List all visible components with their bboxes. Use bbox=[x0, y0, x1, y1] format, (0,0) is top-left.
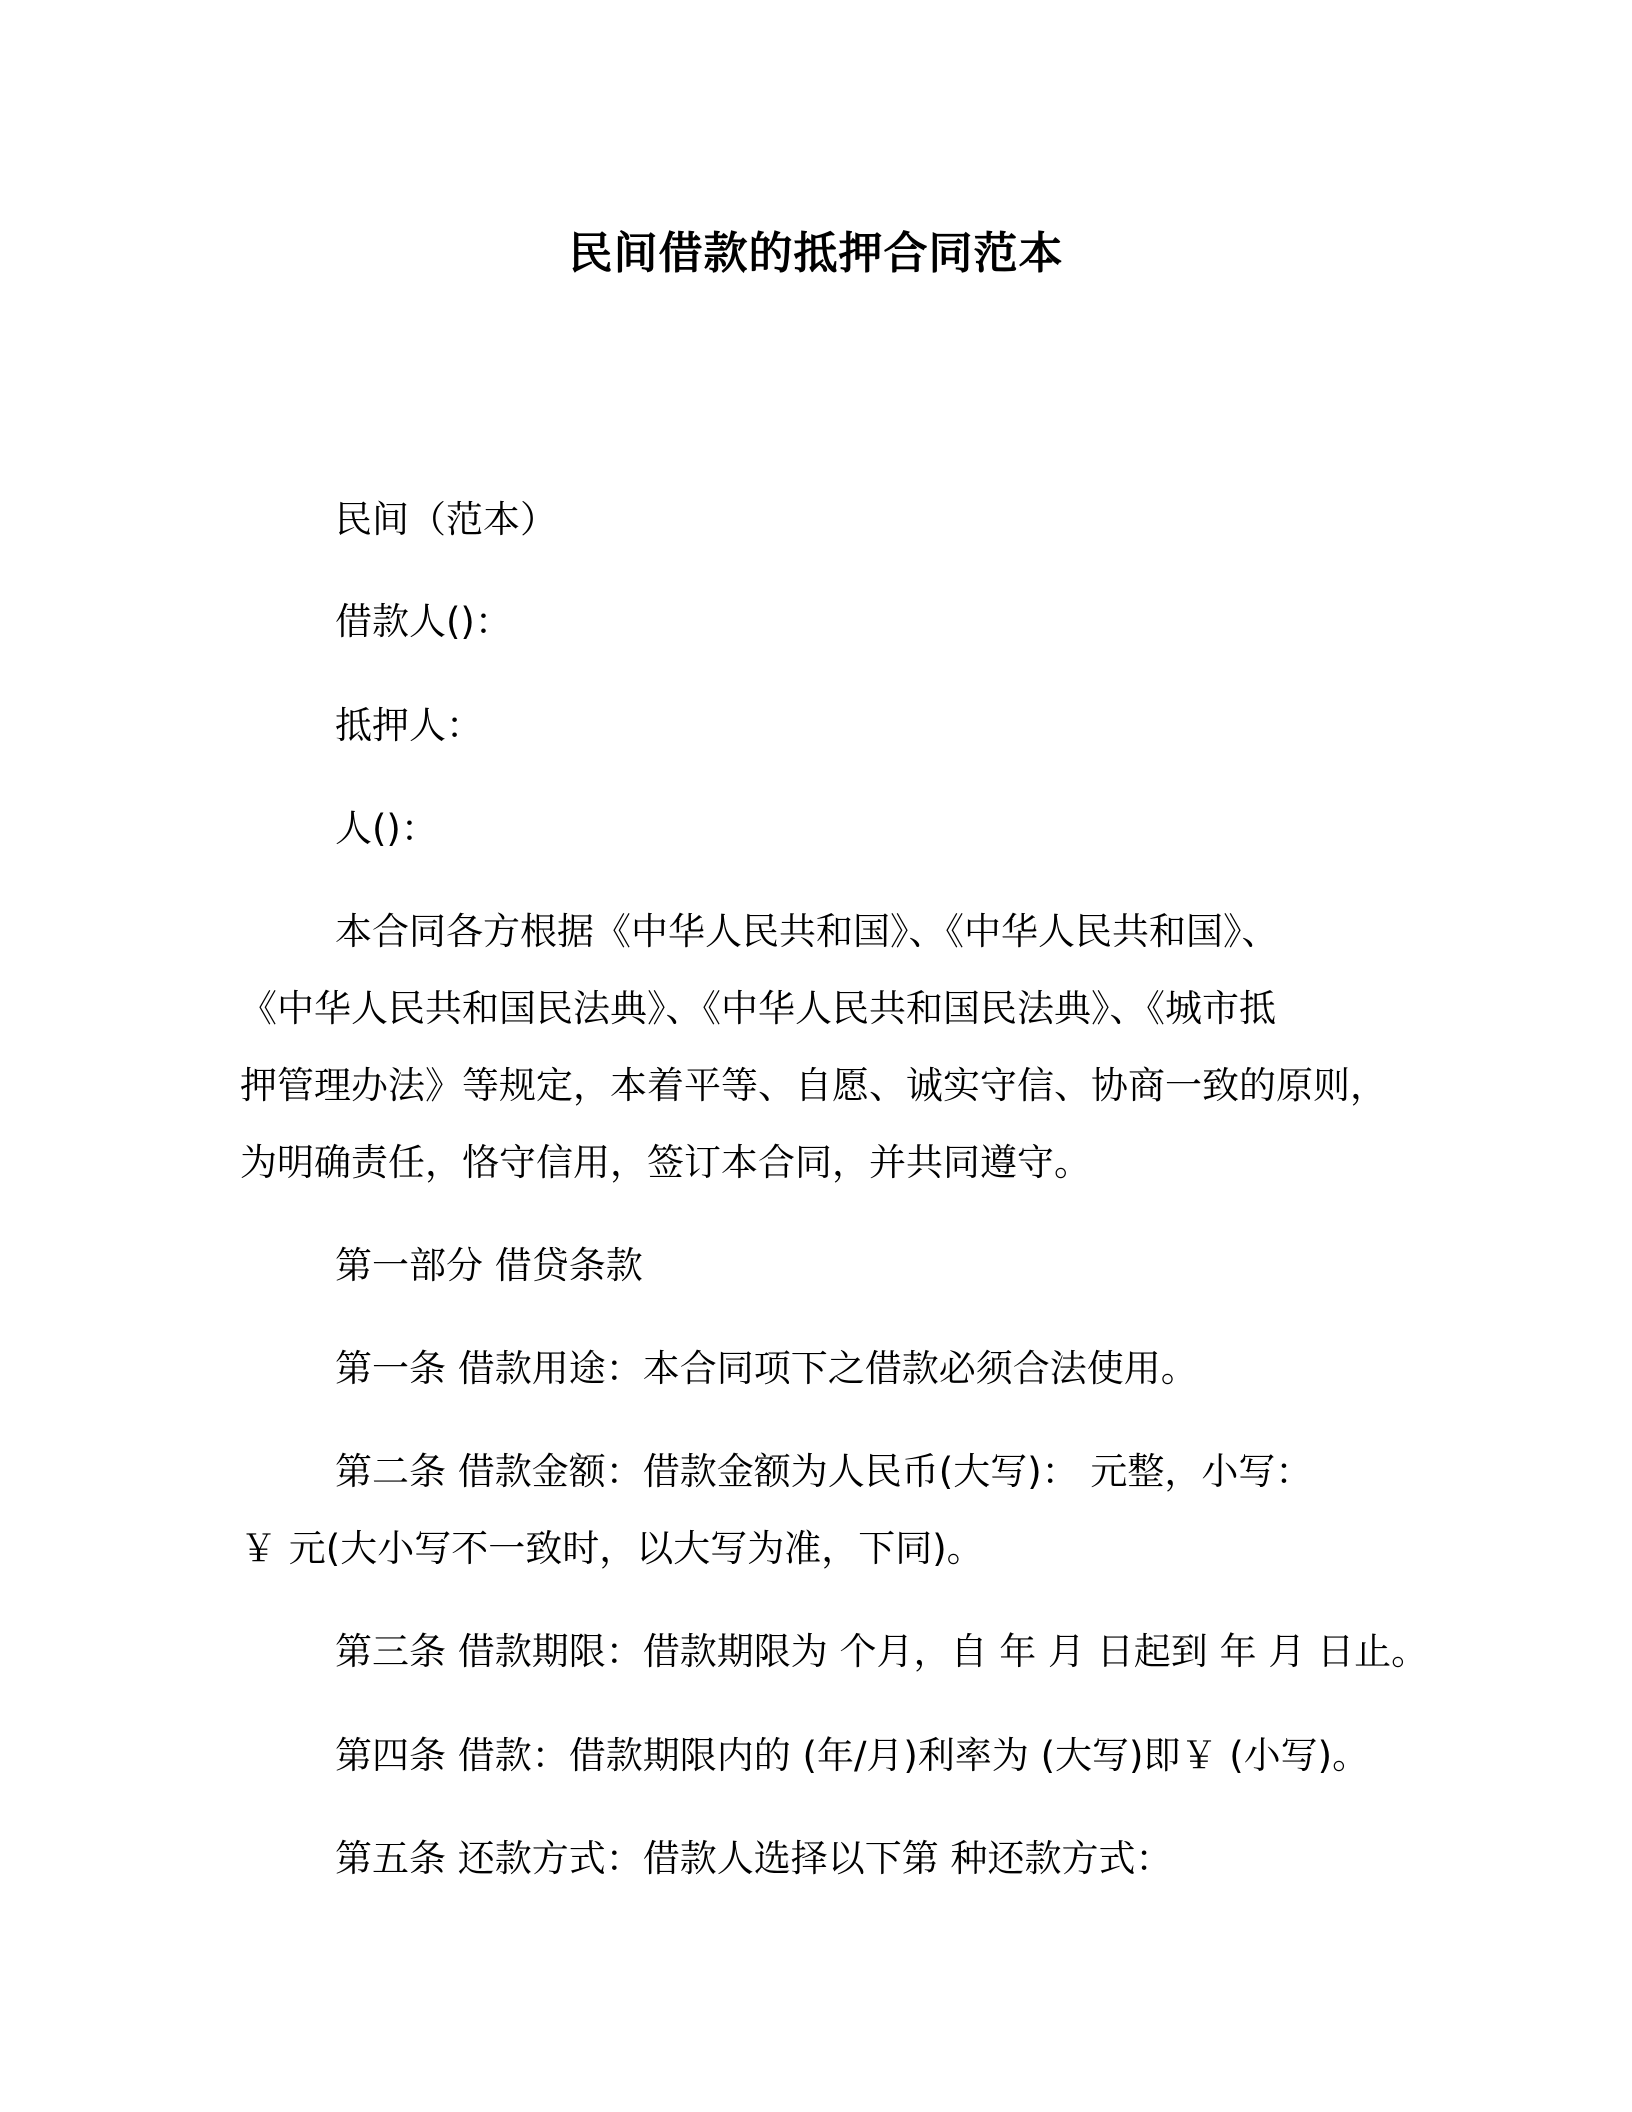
person-line: 人()： bbox=[335, 807, 438, 850]
preamble-line-2: 《中华人民共和国民法典》、《中华人民共和国民法典》、《城市抵 bbox=[240, 987, 1276, 1030]
preamble-line-3: 押管理办法》等规定，本着平等、自愿、诚实守信、协商一致的原则， bbox=[240, 1064, 1387, 1107]
borrower-line: 借款人()： bbox=[335, 600, 512, 643]
subtitle-line: 民间（范本） bbox=[335, 498, 557, 541]
mortgagor-line: 抵押人： bbox=[335, 704, 483, 747]
article-2-line-1: 第二条 借款金额：借款金额为人民币(大写)： 元整，小写： bbox=[335, 1450, 1313, 1493]
article-4: 第四条 借款：借款期限内的 (年/月)利率为 (大写)即￥ (小写)。 bbox=[335, 1734, 1370, 1777]
article-2-line-2: ￥ 元(大小写不一致时，以大写为准，下同)。 bbox=[240, 1527, 984, 1570]
article-5: 第五条 还款方式：借款人选择以下第 种还款方式： bbox=[335, 1837, 1173, 1880]
preamble-line-1: 本合同各方根据《中华人民共和国》、《中华人民共和国》、 bbox=[335, 910, 1279, 953]
preamble-line-4: 为明确责任，恪守信用，签订本合同，并共同遵守。 bbox=[240, 1141, 1091, 1184]
part-one-heading: 第一部分 借贷条款 bbox=[335, 1244, 643, 1287]
document-title: 民间借款的抵押合同范本 bbox=[568, 228, 1064, 279]
article-3: 第三条 借款期限：借款期限为 个月，自 年 月 日起到 年 月 日止。 bbox=[335, 1630, 1429, 1673]
article-1: 第一条 借款用途：本合同项下之借款必须合法使用。 bbox=[335, 1347, 1198, 1390]
